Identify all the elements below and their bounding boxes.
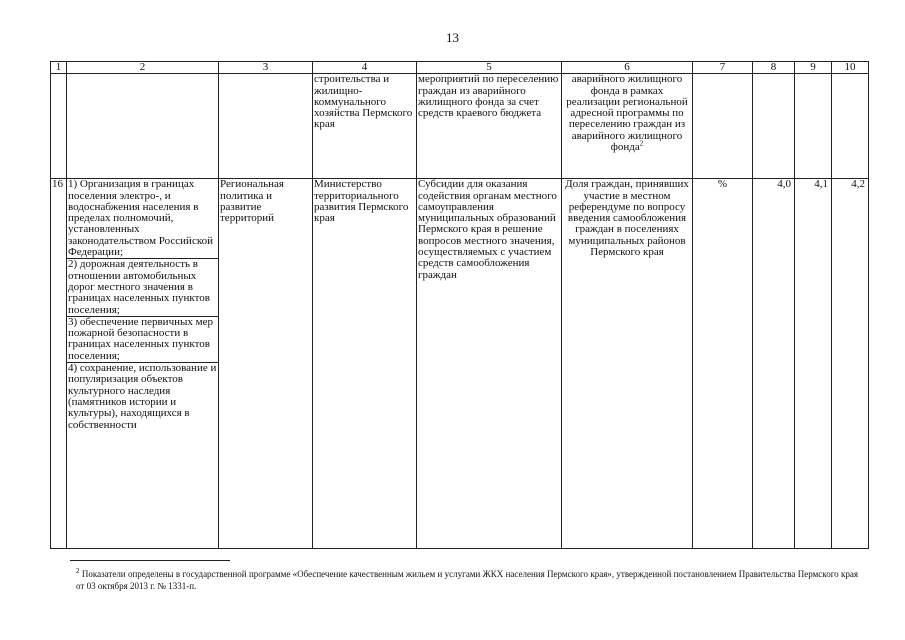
cell-unit: % [693,179,753,549]
cell-measure: Субсидии для оказания содействия органам местного самоуправления муниципальных образований Пермского края в решение вопросов местного значения, осуществляемых с участием средств самообложения граждан [417,179,562,549]
cell-program: Региональная политика и развитие территорий [219,179,313,549]
header-row [51,62,869,74]
header-col-2: 2 [67,62,219,74]
cell-value-2 [795,74,832,179]
cell-value-3 [832,74,869,179]
header-col-4: 4 [313,62,417,74]
header-col-5: 5 [417,62,562,74]
cell-value-1: 4,0 [753,179,795,549]
header-col-10: 10 [832,62,869,74]
footnote-divider [70,560,230,561]
cell-powers [67,74,219,179]
table-row-16 [51,179,869,549]
cell-indicator: Доля граждан, принявших участие в местном референдуме по вопросу введения самообложения граждан в поселениях муниципальных районов Пермского края [562,179,693,549]
footnote-text: Показатели определены в государственной программе «Обеспечение качественным жильем и услугами ЖКХ населения Пермского края», утвержденной постановлением Правительства Пермского края от 03 октября 2013 г. № 1331-п. [76,569,859,591]
header-col-6: 6 [562,62,693,74]
cell-powers [67,179,219,549]
footnote [76,568,858,592]
header-col-7: 7 [693,62,753,74]
cell-measure: мероприятий по переселению граждан из аварийного жилищного фонда за счет средств краевого бюджета [417,74,562,179]
indicator-text: аварийного жилищного фонда в рамках реализации региональной адресной программы по переселению граждан из аварийного жилищного фонда [566,73,688,154]
program-table [50,61,869,549]
footnote-mark: 2 [76,567,80,575]
cell-value-3: 4,2 [832,179,869,549]
cell-number [51,74,67,179]
cell-value-2: 4,1 [795,179,832,549]
cell-number: 16 [51,179,67,549]
header-col-8: 8 [753,62,795,74]
header-col-9: 9 [795,62,832,74]
table-row-continuation [51,74,869,179]
header-col-3: 3 [219,62,313,74]
cell-value-1 [753,74,795,179]
cell-executor: Министерство территориального развития Пермского края [313,179,417,549]
power-item-1: 1) Организация в границах поселения электро-, и водоснабжения населения в пределах полномочий, установленных законодательством Российской Федерации; [67,179,218,259]
page-number: 13 [446,30,459,45]
power-item-4: 4) сохранение, использование и популяризация объектов культурного наследия (памятников истории и культуры), находящихся в собственности [68,362,217,431]
header-col-1: 1 [51,62,67,74]
power-item-2: 2) дорожная деятельность в отношении автомобильных дорог местного значения в границах населенных пунктов поселения; [67,259,218,316]
cell-unit [693,74,753,179]
cell-indicator [562,74,693,179]
power-item-3: 3) обеспечение первичных мер пожарной безопасности в границах населенных пунктов поселения; [67,317,218,363]
cell-executor: строительства и жилищно-коммунального хозяйства Пермского края [313,74,417,179]
cell-program [219,74,313,179]
footnote-ref: 2 [639,139,644,148]
